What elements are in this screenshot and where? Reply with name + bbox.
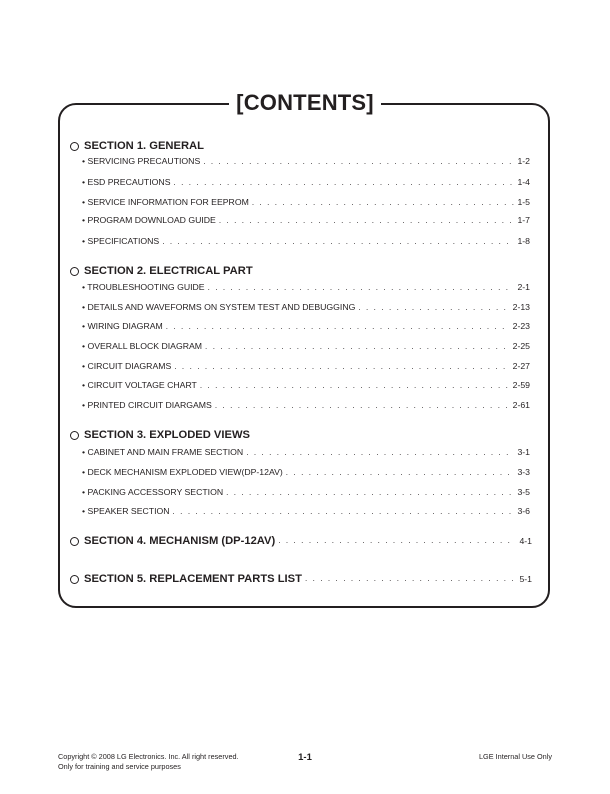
toc-item-label: • SPEAKER SECTION (82, 506, 170, 516)
toc-item-page: 2-59 (512, 380, 530, 390)
toc-item-label: • DETAILS AND WAVEFORMS ON SYSTEM TEST AND DEBUGGING (82, 302, 356, 312)
leader-dots (226, 487, 514, 499)
leader-dots (252, 197, 515, 209)
section-page: 5-1 (519, 574, 532, 584)
toc-item-page: 2-23 (512, 321, 530, 331)
toc-item-page: 3-3 (517, 467, 530, 477)
toc-item[interactable] (82, 155, 530, 167)
leader-dots (305, 571, 516, 587)
section-heading-2[interactable] (70, 263, 532, 279)
toc-item-page: 2-61 (512, 400, 530, 410)
leader-dots (208, 282, 515, 294)
toc-item[interactable] (82, 196, 530, 208)
toc-item-page: 2-1 (517, 282, 530, 292)
circle-bullet-icon (70, 431, 79, 440)
toc-item-label: • CIRCUIT DIAGRAMS (82, 361, 172, 371)
leader-dots (203, 156, 514, 168)
toc-item-page: 1-4 (517, 177, 530, 187)
leader-dots (173, 177, 514, 189)
toc-item[interactable] (82, 340, 530, 352)
toc-item-label: • SPECIFICATIONS (82, 236, 160, 246)
toc-item-label: • CIRCUIT VOLTAGE CHART (82, 380, 197, 390)
toc-item[interactable] (82, 176, 530, 188)
toc-item-page: 2-13 (512, 302, 530, 312)
toc-item[interactable] (82, 301, 530, 313)
toc-item-label: • ESD PRECAUTIONS (82, 177, 171, 187)
toc-item-label: • TROUBLESHOOTING GUIDE (82, 282, 205, 292)
toc-item-label: • WIRING DIAGRAM (82, 321, 163, 331)
toc-item-label: • PROGRAM DOWNLOAD GUIDE (82, 215, 216, 225)
toc-item-label: • SERVICE INFORMATION FOR EEPROM (82, 197, 249, 207)
toc-item[interactable] (82, 320, 530, 332)
toc-item-label: • PACKING ACCESSORY SECTION (82, 487, 224, 497)
toc-item-page: 2-25 (512, 341, 530, 351)
section-heading-5[interactable] (70, 571, 532, 587)
toc-item[interactable] (82, 214, 530, 226)
leader-dots (286, 467, 515, 479)
circle-bullet-icon (70, 142, 79, 151)
leader-dots (205, 341, 510, 353)
toc-item[interactable] (82, 399, 530, 411)
page-title: [CONTENTS] (0, 89, 610, 117)
section-label: SECTION 4. MECHANISM (DP-12AV) (84, 535, 276, 547)
toc-item[interactable] (82, 379, 530, 391)
leader-dots (162, 236, 514, 248)
toc-item[interactable] (82, 486, 530, 498)
section-heading-1[interactable] (70, 138, 532, 154)
section-label: SECTION 5. REPLACEMENT PARTS LIST (84, 573, 302, 585)
toc-item-page: 3-5 (517, 487, 530, 497)
toc-item[interactable] (82, 446, 530, 458)
section-heading-3[interactable] (70, 427, 532, 443)
leader-dots (166, 321, 510, 333)
toc-item[interactable] (82, 360, 530, 372)
leader-dots (174, 361, 509, 373)
toc-item-page: 1-2 (517, 156, 530, 166)
leader-dots (358, 302, 509, 314)
section-label: SECTION 1. GENERAL (84, 140, 204, 152)
toc-item-label: • DECK MECHANISM EXPLODED VIEW(DP-12AV) (82, 467, 283, 477)
section-label: SECTION 2. ELECTRICAL PART (84, 265, 253, 277)
internal-use-text: LGE Internal Use Only (478, 752, 552, 761)
leader-dots (278, 533, 516, 549)
toc-item-label: • OVERALL BLOCK DIAGRAM (82, 341, 203, 351)
toc-item-label: • CABINET AND MAIN FRAME SECTION (82, 447, 244, 457)
section-heading-4[interactable] (70, 533, 532, 549)
leader-dots (200, 380, 510, 392)
leader-dots (219, 215, 515, 227)
toc-item[interactable] (82, 505, 530, 517)
leader-dots (215, 400, 510, 412)
section-label: SECTION 3. EXPLODED VIEWS (84, 429, 250, 441)
toc-item-page: 1-8 (517, 236, 530, 246)
toc-item-label: • SERVICING PRECAUTIONS (82, 156, 201, 166)
purpose-text: Only for training and service purposes (58, 761, 181, 771)
section-page: 4-1 (519, 536, 532, 546)
leader-dots (246, 447, 514, 459)
toc-item-page: 1-5 (517, 197, 530, 207)
toc-item-page: 3-6 (517, 506, 530, 516)
toc-item-page: 2-27 (512, 361, 530, 371)
toc-item[interactable] (82, 466, 530, 478)
toc-item[interactable] (82, 235, 530, 247)
toc-item[interactable] (82, 281, 530, 293)
page-number: 1-1 (298, 752, 312, 763)
copyright-text: Copyright © 2008 LG Electronics. Inc. All right reserved. (58, 752, 239, 761)
leader-dots (173, 506, 515, 518)
circle-bullet-icon (70, 537, 79, 546)
circle-bullet-icon (70, 575, 79, 584)
toc-item-label: • PRINTED CIRCUIT DIARGAMS (82, 400, 212, 410)
toc-item-page: 1-7 (517, 215, 530, 225)
toc-item-page: 3-1 (517, 447, 530, 457)
circle-bullet-icon (70, 267, 79, 276)
